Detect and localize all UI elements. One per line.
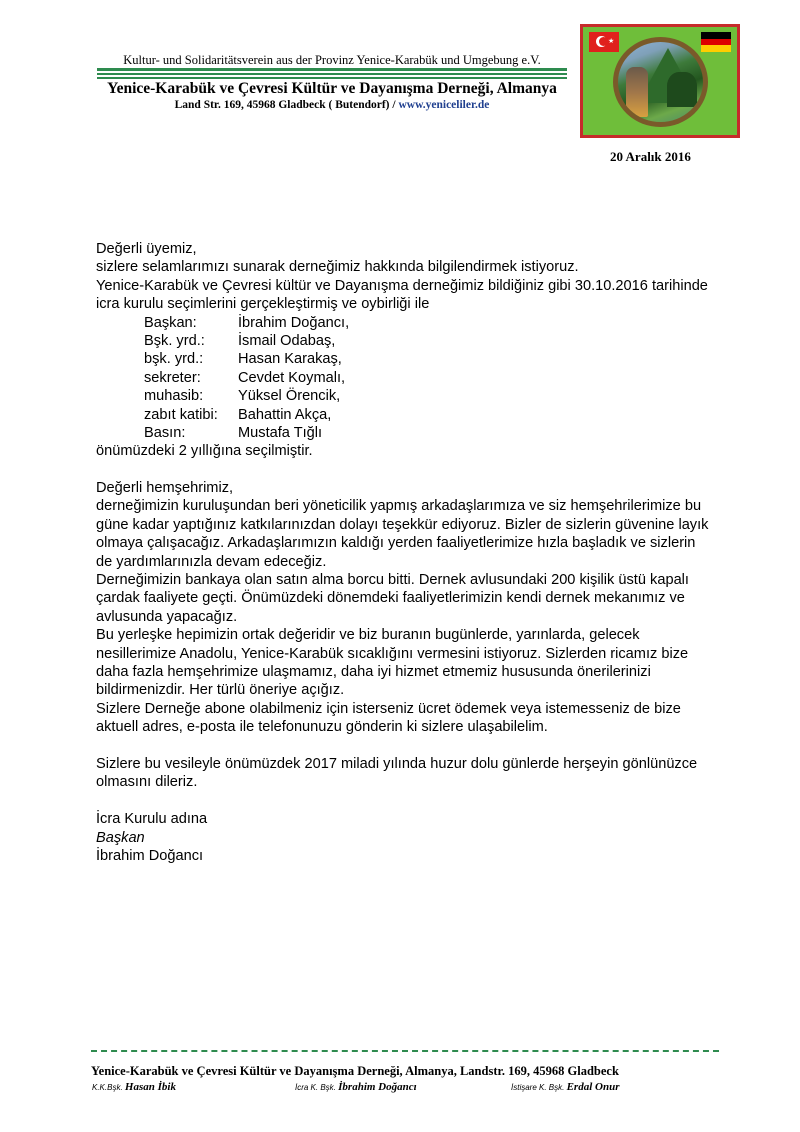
- closing-signatory-name: İbrahim Doğancı: [96, 847, 204, 864]
- officer-role: sekreter:: [144, 369, 201, 386]
- signatory-title: İcra K. Bşk.: [295, 1083, 336, 1092]
- emblem-seal: [613, 37, 708, 127]
- paragraph-line: Sizlere bu vesileyle önümüzdek 2017 miladi yılında huzur dolu günlerde herşeyin gönlünüzce: [96, 755, 698, 772]
- signatory-title: İstişare K. Bşk.: [511, 1083, 565, 1092]
- divider-bar: [97, 68, 567, 71]
- paragraph-line: Yenice-Karabük ve Çevresi kültür ve Dayanışma derneğimiz bildiğiniz gibi 30.10.2016 tarihinde: [96, 277, 708, 294]
- star-icon: ★: [608, 38, 615, 45]
- paragraph-line: Bu yerleşke hepimizin ortak değeridir ve biz buranın bugünlerde, yarınlarda, gelecek: [96, 627, 640, 644]
- officer-row: [96, 406, 776, 424]
- forest-shape: [667, 72, 697, 107]
- paragraph-line: Derneğimizin bankaya olan satın alma borcu bitti. Dernek avlusundaki 200 kişilik üstü kapalı: [96, 572, 689, 589]
- officer-row: [96, 314, 776, 332]
- footer-signatory: [295, 1081, 417, 1093]
- officer-role: Basın:: [144, 424, 186, 441]
- paragraph-line: bildirmenizdir. Her türlü öneriye açığız.: [96, 682, 345, 699]
- paragraph-line: aktuell adres, e-posta ile telefonunuzu gönderin ki sizlere ulaşabilelim.: [96, 719, 548, 736]
- paragraph-line: güne kadar yaptığınız katkılarınızdan dolayı teşekkür ediyoruz. Bizler de sizlerin güvenine layık: [96, 516, 709, 533]
- officer-role: Bşk. yrd.:: [144, 332, 205, 349]
- officer-name: Bahattin Akça,: [238, 406, 332, 423]
- officer-row: [96, 369, 776, 387]
- footer-signatory: [92, 1081, 176, 1093]
- closing-on-behalf: İcra Kurulu adına: [96, 811, 208, 828]
- crescent-cutout: [599, 37, 608, 46]
- closing-title: Başkan: [96, 829, 145, 846]
- footer-divider: [91, 1050, 719, 1052]
- paragraph-line: olmaya çalışacağız. Arkadaşlarımızın kaldığı yerden faaliyetlerimize hızla başladık ve sizlerin: [96, 535, 696, 552]
- divider-bar: [97, 77, 567, 79]
- blank-line: [96, 461, 776, 479]
- blank-line: [96, 737, 776, 755]
- footer-signatory: [511, 1081, 619, 1093]
- officer-row: [96, 332, 776, 350]
- address-text: Land Str. 169, 45968 Gladbeck ( Butendorf) /: [174, 99, 399, 111]
- officer-role: Başkan:: [144, 314, 197, 331]
- letter-body: [96, 240, 776, 865]
- flag-stripe-black: [701, 32, 731, 39]
- paragraph-line: çardak faaliyete geçti. Önümüzdeki dönemdeki faaliyetlerimizin kendi dernek mekanımız ve: [96, 590, 685, 607]
- signatory-title: K.K.Bşk.: [92, 1083, 123, 1092]
- paragraph-line: daha fazla hemşehrimize ulaşmamız, daha iyi hizmet etmemiz hususunda önerilerinizi: [96, 663, 651, 680]
- letterhead-address: [97, 99, 567, 111]
- signatory-name: İbrahim Doğancı: [338, 1081, 417, 1093]
- greeting-citizens: Değerli hemşehrimiz,: [96, 480, 234, 497]
- greeting-members: Değerli üyemiz,: [96, 241, 197, 257]
- turkey-flag-icon: [589, 32, 619, 52]
- paragraph-line: avlusunda yapacağız.: [96, 608, 238, 625]
- signatory-name: Hasan İbik: [124, 1081, 176, 1093]
- blank-line: [96, 792, 776, 810]
- paragraph-line: derneğimizin kuruluşundan beri yöneticilik yapmış arkadaşlarımıza ve siz hemşehrilerimize bu: [96, 498, 702, 515]
- officer-role: bşk. yrd.:: [144, 351, 204, 368]
- paragraph-line: nesillerimize Anadolu, Yenice-Karabük sıcaklığını vermesini istiyoruz. Sizlerden ricamız bize: [96, 645, 689, 662]
- officer-name: İsmail Odabaş,: [238, 332, 336, 349]
- officer-name: Hasan Karakaş,: [238, 351, 342, 368]
- divider-bar: [97, 73, 567, 75]
- website-link[interactable]: www.yeniceliler.de: [398, 99, 490, 111]
- emblem-landscape-image: [618, 42, 703, 122]
- logo-background: [583, 27, 737, 135]
- officer-row: [96, 350, 776, 368]
- officer-role: muhasib:: [144, 388, 204, 405]
- flag-stripe-red: [701, 39, 731, 46]
- deer-shape: [626, 67, 648, 117]
- germany-flag-icon: [701, 32, 731, 52]
- flag-stripe-gold: [701, 45, 731, 52]
- officer-name: İbrahim Doğancı,: [238, 314, 350, 331]
- letterhead-title: Yenice-Karabük ve Çevresi Kültür ve Dayanışma Derneği, Almanya: [107, 80, 557, 97]
- officer-name: Yüksel Örencik,: [238, 388, 341, 405]
- paragraph-line: olmasını dileriz.: [96, 774, 198, 791]
- paragraph-line: sizlere selamlarımızı sunarak derneğimiz hakkında bilgilendirmek istiyoruz.: [96, 259, 579, 276]
- association-logo: [580, 24, 740, 138]
- officer-name: Cevdet Koymalı,: [238, 369, 346, 386]
- paragraph-line: Sizlere Derneğe abone olabilmeniz için isterseniz ücret ödemek veya istemesseniz de bize: [96, 700, 681, 717]
- paragraph-line: de yardımlarınızla devam edeceğiz.: [96, 553, 327, 570]
- officer-name: Mustafa Tığlı: [238, 424, 323, 441]
- elected-statement: önümüzdeki 2 yıllığına seçilmiştir.: [96, 443, 313, 460]
- signatory-name: Erdal Onur: [566, 1081, 620, 1093]
- letter-date: 20 Aralık 2016: [610, 149, 691, 164]
- officers-list: [96, 314, 776, 443]
- letterhead-german-name: Kultur- und Solidaritätsverein aus der Provinz Yenice-Karabük und Umgebung e.V.: [123, 53, 541, 67]
- footer-address: Yenice-Karabük ve Çevresi Kültür ve Dayanışma Derneği, Almanya, Landstr. 169, 45968 Gladbeck: [91, 1064, 619, 1078]
- paragraph-line: icra kurulu seçimlerini gerçekleştirmiş ve oybirliği ile: [96, 296, 430, 313]
- officer-row: [96, 424, 776, 442]
- officer-role: zabıt katibi:: [144, 406, 218, 423]
- officer-row: [96, 387, 776, 405]
